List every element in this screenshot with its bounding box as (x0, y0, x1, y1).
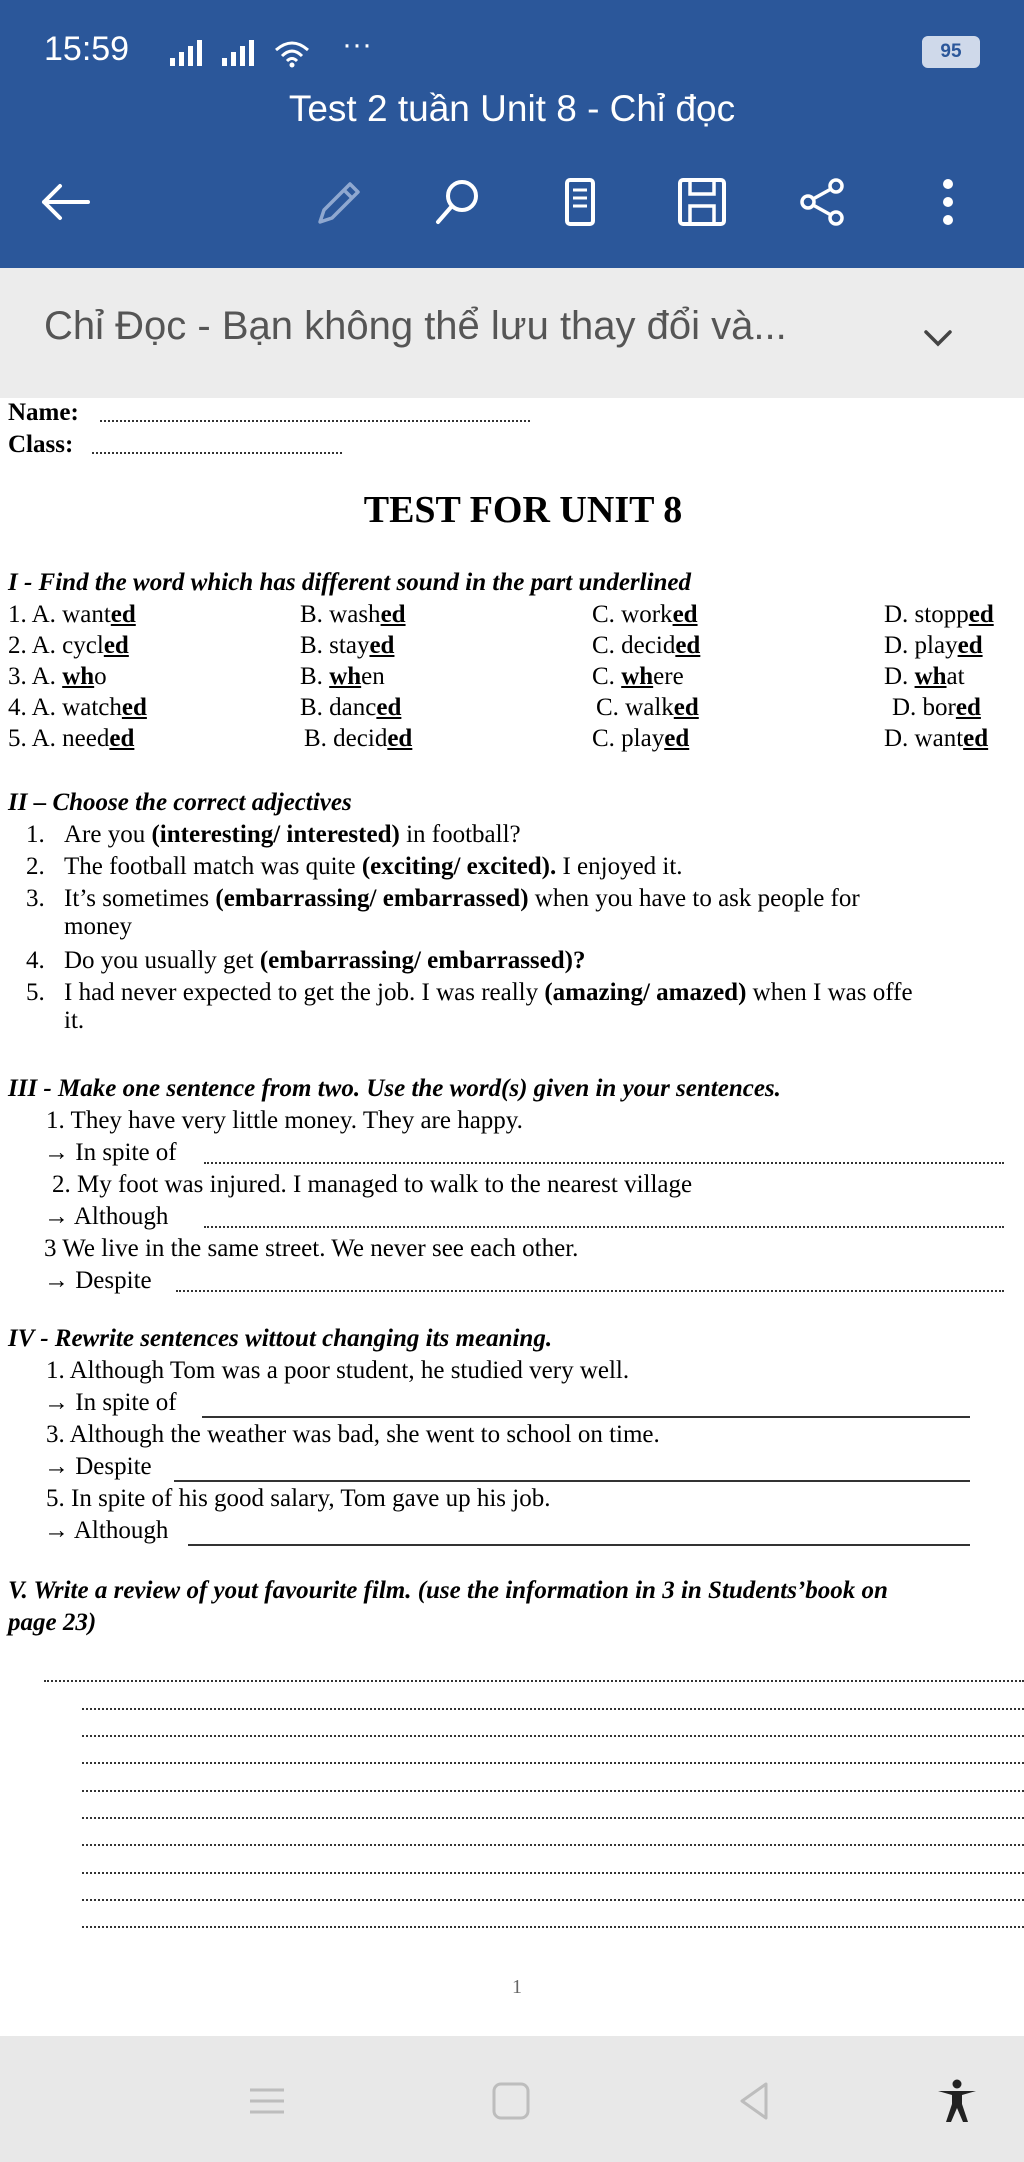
option-1-C: C. worked (592, 601, 698, 628)
s4-answer-5-line[interactable] (188, 1544, 970, 1546)
s4-sentence-5: 5. In spite of his good salary, Tom gave up his job. (46, 1485, 551, 1512)
option-5-C: C. played (592, 725, 690, 752)
status-more: ··· (342, 28, 372, 61)
writing-line[interactable] (82, 1844, 1024, 1846)
name-blank (100, 420, 530, 422)
option-2-D: D. played (884, 632, 983, 659)
home-icon[interactable] (488, 2078, 534, 2124)
writing-line[interactable] (44, 1680, 1024, 1682)
option-5-D: D. wanted (884, 725, 989, 752)
save-icon[interactable] (672, 172, 732, 232)
option-3-C: C. where (592, 663, 684, 690)
s3-sentence-3: 3 We live in the same street. We never see each other. (44, 1235, 579, 1262)
reading-mode-icon[interactable] (550, 172, 610, 232)
s3-answer-3: → Despite (44, 1267, 152, 1294)
page-number: 1 (512, 1976, 522, 1998)
chevron-down-icon[interactable] (918, 318, 958, 358)
option-4-B: B. danced (300, 694, 402, 721)
back-icon[interactable] (732, 2078, 778, 2124)
adjective-item: money (64, 913, 133, 940)
option-5-B: B. decided (304, 725, 413, 752)
option-4-A: 4. A. watched (8, 694, 147, 721)
document-page (0, 398, 1024, 2036)
adjective-item: 1. Are you (interesting/ interested) in football? (26, 821, 521, 848)
s4-answer-3-line[interactable] (174, 1480, 970, 1482)
option-3-A: 3. A. who (8, 663, 107, 690)
wifi-icon (274, 40, 310, 68)
s3-sentence-1: 1. They have very little money. They are happy. (46, 1107, 523, 1134)
system-nav-bar (0, 2036, 1024, 2162)
option-4-C: C. walked (596, 694, 699, 721)
s3-answer-1: → In spite of (44, 1139, 177, 1166)
s3-answer-1-blank[interactable] (204, 1162, 1004, 1164)
more-vertical-icon[interactable] (918, 172, 978, 232)
section-5-heading: V. Write a review of yout favourite film. (use the information in 3 in Students’book on (8, 1577, 888, 1604)
adjective-item: 3. It’s sometimes (embarrassing/ embarrassed) when you have to ask people for (26, 885, 860, 912)
search-icon[interactable] (428, 172, 488, 232)
accessibility-icon[interactable] (934, 2078, 980, 2124)
status-bar (44, 28, 980, 76)
option-1-D: D. stopped (884, 601, 994, 628)
read-only-message: Chỉ Đọc - Bạn không thể lưu thay đổi và... (44, 304, 787, 348)
pen-icon[interactable] (308, 172, 368, 232)
s4-answer-1-line[interactable] (202, 1416, 970, 1418)
option-3-D: D. what (884, 663, 965, 690)
section-3-heading: III - Make one sentence from two. Use the word(s) given in your sentences. (8, 1075, 781, 1102)
s4-sentence-1: 1. Although Tom was a poor student, he studied very well. (46, 1357, 630, 1384)
section-5-heading-cont: page 23) (8, 1609, 97, 1636)
s4-answer-5: → Although (44, 1517, 169, 1544)
menu-icon[interactable] (244, 2078, 290, 2124)
page-title: TEST FOR UNIT 8 (363, 489, 683, 531)
option-2-B: B. stayed (300, 632, 395, 659)
signal-icon (170, 40, 202, 66)
writing-line[interactable] (82, 1790, 1024, 1792)
s3-sentence-2: 2. My foot was injured. I managed to walk to the nearest village (52, 1171, 693, 1198)
writing-line[interactable] (82, 1872, 1024, 1874)
adjective-item: it. (64, 1007, 85, 1034)
section-4-heading: IV - Rewrite sentences wittout changing its meaning. (8, 1325, 553, 1352)
clock: 15:59 (44, 30, 130, 68)
writing-line[interactable] (82, 1899, 1024, 1901)
s3-answer-3-blank[interactable] (176, 1290, 1004, 1292)
class-blank (92, 452, 342, 454)
option-2-C: C. decided (592, 632, 701, 659)
s4-answer-3: → Despite (44, 1453, 152, 1480)
option-1-B: B. washed (300, 601, 406, 628)
writing-line[interactable] (82, 1817, 1024, 1819)
s3-answer-2-blank[interactable] (204, 1226, 1004, 1228)
option-3-B: B. when (300, 663, 385, 690)
battery-icon: 95 (922, 36, 980, 68)
s4-answer-1: → In spite of (44, 1389, 177, 1416)
section-1-heading: I - Find the word which has different sound in the part underlined (8, 569, 692, 596)
class-label: Class: (8, 431, 74, 458)
signal-icons (170, 40, 310, 68)
signal-icon (222, 40, 254, 66)
section-2-heading: II – Choose the correct adjectives (8, 789, 352, 816)
adjective-item: 2. The football match was quite (exciting/ excited). I enjoyed it. (26, 853, 683, 880)
name-label: Name: (8, 399, 79, 426)
share-icon[interactable] (792, 172, 852, 232)
read-only-banner[interactable] (0, 268, 1024, 398)
writing-line[interactable] (82, 1708, 1024, 1710)
s3-answer-2: → Although (44, 1203, 169, 1230)
writing-line[interactable] (82, 1762, 1024, 1764)
back-arrow-icon[interactable] (36, 172, 96, 232)
adjective-item: 4. Do you usually get (embarrassing/ embarrassed)? (26, 947, 586, 974)
document-title: Test 2 tuần Unit 8 - Chỉ đọc (288, 88, 736, 129)
option-2-A: 2. A. cycled (8, 632, 129, 659)
option-5-A: 5. A. needed (8, 725, 135, 752)
adjective-item: 5. I had never expected to get the job. I was really (amazing/ amazed) when I was offe (26, 979, 913, 1006)
app-header (0, 0, 1024, 268)
option-4-D: D. bored (892, 694, 981, 721)
option-1-A: 1. A. wanted (8, 601, 136, 628)
s4-sentence-3: 3. Although the weather was bad, she went to school on time. (46, 1421, 660, 1448)
writing-line[interactable] (82, 1926, 1024, 1928)
writing-line[interactable] (82, 1735, 1024, 1737)
